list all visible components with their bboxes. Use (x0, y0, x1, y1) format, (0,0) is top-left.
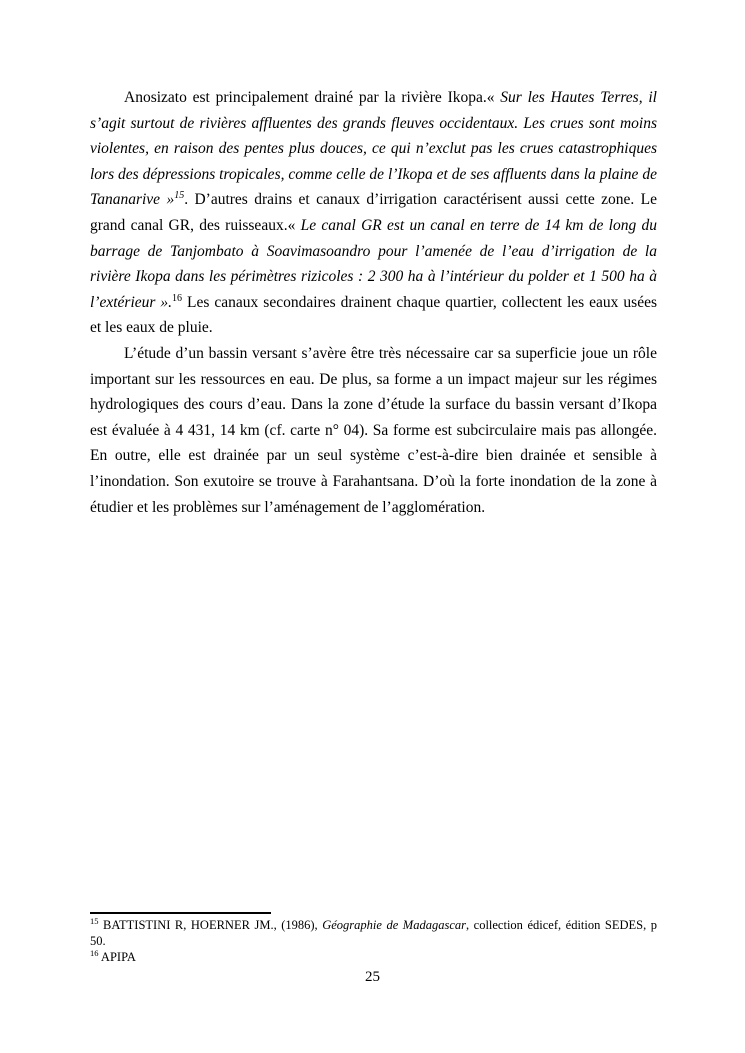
text-segment: Les canaux secondaires drainent chaque quartier, collectent les eaux usées et les eaux de pluie. (90, 293, 657, 337)
footnotes-section (90, 917, 657, 965)
body-text (90, 85, 657, 520)
paragraph (90, 341, 657, 520)
page-number: 25 (365, 969, 380, 985)
footnote (90, 917, 657, 949)
footnote (90, 949, 657, 965)
text-segment: . D’autres drains et canaux d’irrigation caractérisent aussi cette zone. Le grand canal GR, des ruisseaux.« (90, 191, 658, 234)
footnote-ref: 16 (90, 947, 99, 958)
footnote-ref: 15 (90, 915, 99, 926)
footnote-divider (90, 912, 271, 914)
quoted-italic-text: Sur les Hautes Terres, il s’agit surtout de rivières affluentes des grands fleuves occidentaux. Les crues sont moins violentes, en raison des pentes plus douces, ce qui n’exclut pas les crues catastrophiques lors des dépressions tropicales, comme celle de l’Ikopa et de ses affluents dans la plaine de Tananarive » (90, 89, 657, 209)
paragraph (90, 85, 657, 341)
text-segment: , collection édicef, édition SEDES, p 50. (90, 918, 657, 948)
footnote-ref: 15 (174, 190, 185, 202)
text-segment: L’étude d’un bassin versant s’avère être très nécessaire car sa superficie joue un rôle important sur les ressources en eau. De plus, sa forme a un impact majeur sur les régimes hydrologiques des cours d’eau. Dans la zone d’étude la surface du bassin versant d’Ikopa est évaluée à 4 431, 14 km (cf. carte n° 04). Sa forme est subcirculaire mais pas allongée. En outre, elle est drainée par un seul système c’est-à-dire bien drainée et sensible à l’inondation. Son exutoire se trouve à Farahantsana. D’où la forte inondation de la zone à étudier et les problèmes sur l’aménagement de l’agglomération. (90, 344, 657, 516)
quoted-italic-text: Le canal GR est un canal en terre de 14 km de long du barrage de Tanjombato à Soavimasoandro pour l’amenée de l’eau d’irrigation de la rivière Ikopa dans les périmètres rizicoles : 2 300 ha à l’intérieur du polder et 1 500 ha à l’extérieur ». (90, 216, 657, 311)
footnote-ref: 16 (172, 292, 183, 304)
text-segment: BATTISTINI R, HOERNER JM., (1986), (98, 918, 323, 932)
text-segment: Anosizato est principalement drainé par la rivière Ikopa.« (124, 89, 501, 106)
text-segment: APIPA (98, 950, 136, 964)
quoted-italic-text: Géographie de Madagascar (322, 918, 466, 932)
